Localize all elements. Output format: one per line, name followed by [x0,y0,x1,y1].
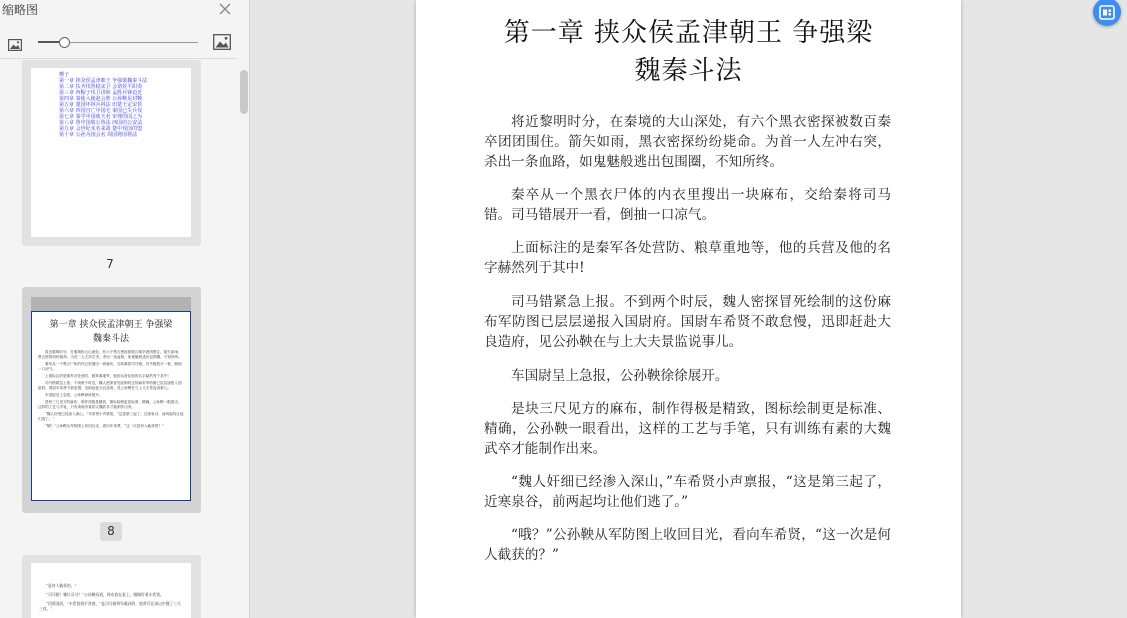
thumbnail-toc-line: 第一章 挟众侯孟津朝王 争强梁魏秦斗法 [59,78,148,84]
thumbnail-number-8: 8 [100,522,122,541]
thumbnail-page-9[interactable] [22,555,201,618]
paragraph-3: 上面标注的是秦军各处营防、粮草重地等，他的兵营及他的名字赫然列于其中! [484,240,891,276]
thumbnail-sidebar [0,0,250,618]
zoom-slider-thumb[interactable] [59,37,70,48]
thumbnail-toc-line: 第五章 楚国坏林兵林法 田楚王定宋侯 [59,102,143,108]
thumbnail-paragraph: 将近黎明时分，在秦境的大山深处，有六个黑衣密探被数百秦卒团团围住。箭矢如雨，黑衣密探纷纷毙命。为首一人左冲右突，杀出一条血路，如鬼魅般逃出包围圈，不知所终。 [38,350,182,359]
thumbnail-page-8-selected[interactable] [22,287,201,513]
thumbnail-number-7: 7 [106,257,114,271]
thumbnail-zoom-toolbar [0,28,250,58]
thumbnail-page-8-preview [31,311,191,501]
thumbnail-toc-line: 第二章 扶齐伐鲁稳宋卫 会诸侯平阳奏 [59,84,143,90]
thumbnail-title-line1: 第一章 挟众侯孟津朝王 争强梁 [49,320,173,330]
thumbnail-paragraph: “回禀国尉，”车希贤拱手答道，“是司马错将军截获的，他带兵在深山中搜了三天三夜。” [39,601,181,611]
layout-icon [1099,5,1115,24]
sidebar-scrollbar[interactable] [240,70,248,114]
thumbnail-page-9-preview [31,563,191,618]
chapter-title [416,14,961,90]
thumbnail-paragraph: 是块三尺见方的麻布，制作得极是精致，图标绘制更是标准、精确，公孙鞅一眼看出，这样的工艺与手笔，只有训练有素的大魏武卒才能制作出来。 [38,400,182,409]
chapter-title-line2: 魏秦斗法 [634,56,743,86]
thumbnail-toc-line: 第六章 四国宫亡中国宅 秦国已失兵伐 [59,108,143,114]
sidebar-header [0,0,250,18]
paragraph-8: “哦？”公孙鞅从军防图上收回目光，看向车希贤，“这一次是何人截获的？” [484,527,891,563]
thumbnail-paragraph: 秦卒从一个黑衣尸体的内衣里搜出一块麻布，交给秦将司马错。司马错展开一看，倒抽一口凉气。 [38,362,182,371]
paragraph-7: “魏人奸细已经渗入深山，”车希贤小声禀报，“这是第三起了，近寒泉谷，前两起均让他们逃了。” [484,474,891,510]
sidebar-divider [0,58,237,59]
thumbnail-body [38,350,184,429]
layout-toggle-button[interactable] [1093,0,1121,26]
thumbnail-paragraph: 车国尉呈上急报，公孙鞅徐徐展开。 [45,393,103,397]
zoom-out-image-icon[interactable] [8,36,22,48]
thumbnail-paragraph: “司马错？哪位司马？”公孙鞅问道，将布放在案上，眼睛盯着车希贤。 [46,592,164,597]
close-icon[interactable] [218,1,232,15]
thumbnail-toc-line: 第三章 西帽子伐卫讲和 孟胜兵锋迫近 [59,90,143,96]
thumbnail-page-7[interactable] [22,60,201,246]
thumbnail-toc-line: 第九章 会世纪末名来战 楚中伐国的盟 [59,126,143,132]
paragraph-6: 是块三尺见方的麻布，制作得极是精致，图标绘制更是标准、精确，公孙鞅一眼看出，这样的工艺与手笔，只有训练有素的大魏武卒才能制作出来。 [484,401,891,457]
thumbnail-toc-line: 第四章 秦使入使赵会胜 公孙鞅见封鞅 [59,96,143,102]
thumbnail-title-line2: 魏秦斗法 [92,334,129,344]
thumbnail-toc-line: 第七章 秦学中国收天名 审理的国之为 [59,114,143,120]
thumbnail-page-7-preview [31,68,191,237]
paragraph-1: 将近黎明时分，在秦境的大山深处，有六个黑衣密探被数百秦卒团团围住。箭矢如雨，黑衣密探纷纷毙命。为首一人左冲右突，杀出一条血路，如鬼魅般逃出包围圈，不知所终。 [484,114,891,170]
thumbnail-gap [31,297,191,311]
paragraph-2: 秦卒从一个黑衣尸体的内衣里搜出一块麻布，交给秦将司马错。司马错展开一看，倒抽一口凉气。 [484,187,891,223]
chapter-title-line1: 第一章 挟众侯孟津朝王 争强梁 [503,18,874,48]
document-page [416,0,961,618]
paragraph-5: 车国尉呈上急报，公孙鞅徐徐展开。 [511,368,729,384]
sidebar-title: 缩略图 [2,3,39,17]
thumbnail-paragraph: “魏人奸细已经渗入深山，”车希贤小声禀报，“这是第三起了，近寒泉谷，前两起均让他们逃了。” [38,412,184,421]
thumbnail-toc-line: 第八章 鲁中国收公鲁法 西国的公安法 [59,120,143,126]
thumbnail-paragraph: 司马错紧急上报。不到两个时辰，魏人密探冒死绘制的这份麻布军防图已层层递报入国尉府。国尉车希贤不敢怠慢，迅即赶赴大良造府，见公孙鞅在与上大夫景监说事儿。 [38,381,182,390]
zoom-in-image-icon[interactable] [213,34,231,50]
thumbnail-paragraph: 上面标注的是秦军各处营防、粮草重地等，他的兵营及他的名字赫然列于其中！ [45,374,171,378]
thumbnail-toc-line: 楔子 [59,72,70,78]
thumbnail-paragraph: “是何人截获的。” [46,583,77,588]
thumbnail-toc [59,72,191,138]
thumbnail-body [39,583,183,611]
paragraph-4: 司马错紧急上报。不到两个时辰，魏人密探冒死绘制的这份麻布军防图已层层递报入国尉府。国尉车希贤不敢怠慢，迅即赶赴大良造府，见公孙鞅在与上大夫景监说事儿。 [484,294,891,350]
thumbnail-paragraph: “哦？”公孙鞅从军防图上收回目光，看向车希贤，“这一次是何人截获的？” [45,424,164,428]
zoom-slider[interactable] [38,42,198,43]
thumbnail-toc-line: 第十章 公孙为国会名 周国将国将法 [59,132,138,138]
